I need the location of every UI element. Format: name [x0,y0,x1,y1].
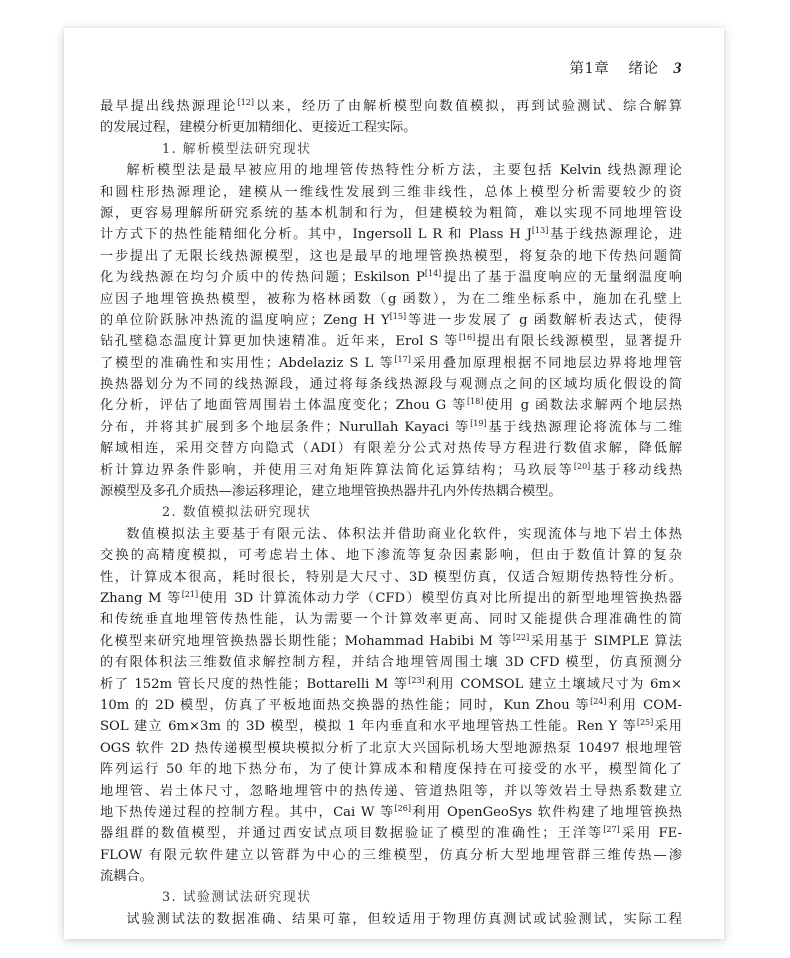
text-line [100,246,682,267]
text-run: 换热器划分为不同的线热源段，通过将每条线热源段与观测点之间的区域均质化假设的简 [100,377,682,393]
text-line [100,802,682,823]
text-run: 试验测试法的数据准确、结果可靠，但较适用于物理仿真测试或试验测试，实际工程 [126,911,682,927]
citation-ref[interactable]: [24] [590,696,607,706]
citation-ref[interactable]: [18] [466,397,484,407]
text-run: 提出了基于温度响应的无量纲温度响 [441,270,682,286]
text-line [100,182,682,203]
text-line [100,374,682,395]
text-run: 使用 g 函数法求解两个地层热 [483,398,682,414]
citation-ref[interactable]: [22] [512,632,530,642]
text-run: 了模型的准确性和实用性；Abdelaziz S L 等 [100,355,395,371]
text-line [100,395,682,416]
paragraph [100,524,682,888]
text-run: Zhang M 等 [100,590,182,606]
text-line [100,524,682,545]
text-line [100,695,682,716]
text-line [100,652,682,673]
text-line [100,96,682,117]
text-run: 的发展过程，建模分析更加精细化、更接近工程实际。 [100,120,417,136]
citation-ref[interactable]: [19] [470,418,487,428]
text-run: 10m 的 2D 模型，仿真了平板地面热交换器的热性能；同时，Kun Zhou 等 [100,697,591,713]
text-run: 和传统垂直地埋管传热性能，认为需要一个计算效率更高、同时又能提供合理准确性的简 [100,612,682,628]
text-run: 采用叠加原理根据不同地层边界将地埋管 [410,355,682,371]
text-line [100,716,682,737]
text-run: 采用基于 SIMPLE 算法 [529,633,682,649]
text-line [100,609,682,630]
text-run: 器组群的数值模型，并通过西安试点项目数据验证了模型的准确性；王洋等 [100,826,604,842]
text-line [100,117,682,138]
paragraph [100,160,682,502]
text-run: 利用 COM- [606,697,682,713]
page-number: 3 [673,60,682,77]
citation-ref[interactable]: [27] [603,825,620,835]
running-head [570,57,682,78]
text-run: 化分析，评估了地面管周围岩土体温度变化；Zhou G 等 [100,398,467,414]
text-run: 的单位阶跃脉冲热流的温度响应；Zeng H Y [100,312,390,328]
text-run: 最早提出线热源理论 [100,99,238,114]
book-page [64,28,724,939]
citation-ref[interactable]: [13] [531,226,549,236]
text-line [100,738,682,759]
text-run: 提出有限长线源模型，显著提升 [475,334,682,350]
text-run: 化为线热源在均匀介质中的传热问题；Eskilson P [100,270,425,286]
paragraph [100,909,682,930]
text-line [100,845,682,866]
text-run: 基于线热源理论将流体与二维 [486,419,683,435]
citation-ref[interactable]: [17] [394,354,411,364]
text-run: 阵列运行 50 年的地下热分布，为了使计算成本和精度保持在可接受的水平，模型简化了 [100,762,682,778]
section-heading: 2. 数值模拟法研究现状 [162,505,312,521]
text-line [100,460,682,481]
text-run: 利用 COMSOL 建立土壤域尺寸为 6m× [424,676,682,692]
text-run: 源模型及多孔介质热—渗运移理论，建立地埋管换热器井孔内外传热耦合模型。 [100,484,562,500]
citation-ref[interactable]: [20] [573,461,591,471]
text-line [100,567,682,588]
paragraph-continuation [100,96,682,139]
citation-ref[interactable]: [14] [424,269,442,279]
text-run: 基于线热源理论，进 [548,227,682,243]
text-run: 解域相连，采用交替方向隐式（ADI）有限差分公式对热传导方程进行数值求解，降低解 [100,441,682,457]
citation-ref[interactable]: [21] [181,589,199,599]
text-run: 析了 152m 管长尺度的热性能；Bottarelli M 等 [100,676,409,692]
citation-ref[interactable]: [26] [394,803,411,813]
text-run: 交换的高精度模拟，可考虑岩土体、地下渗流等复杂因素影响，但由于数值计算的复杂 [100,548,682,564]
text-run: 性，计算成本很高，耗时很长，特别是大尺寸、3D 模型仿真，仅适合短期传热特性分析。 [100,569,682,585]
text-run: SOL 建立 6m×3m 的 3D 模型，模拟 1 年内垂直和水平地埋管热工性能。Ren Y 等 [100,719,637,735]
text-line [100,759,682,780]
text-line [100,781,682,802]
text-run: 数值模拟法主要基于有限元法、体积法并借助商业化软件，实现流体与地下岩土体热 [126,526,682,542]
text-line [100,438,682,459]
chapter-title: 绪论 [628,61,659,77]
text-run: 和圆柱形热源理论，建模从一维线性发展到三维非线性，总体上模型分析需要较少的资 [100,184,682,200]
text-run: 等进一步发展了 g 函数解析表达式，使得 [406,312,682,328]
text-run: 源，更容易理解所研究系统的基本机制和行为，但建模较为粗简，难以实现不同地埋管设 [100,205,682,221]
text-line [100,331,682,352]
text-line [100,866,682,887]
text-run: 采用 [653,719,682,735]
citation-ref[interactable]: [25] [636,718,654,728]
text-run: 一步提出了无限长线热源模型，这也是最早的地埋管换热模型，将复杂的地下传热问题简 [100,248,682,264]
text-run: OGS 软件 2D 热传递模型模块模拟分析了北京大兴国际机场大型地源热泵 10497 根地埋管 [100,740,682,756]
text-line [100,674,682,695]
text-run: 计方式下的热性能精细化分析。其中，Ingersoll L R 和 Plass H J [100,227,532,243]
text-run: 析计算边界条件影响，并使用三对角矩阵算法简化运算结构；马玖辰等 [100,462,574,478]
text-run: FLOW 有限元软件建立以管群为中心的三维模型，仿真分析大型地埋管群三维传热—渗 [100,847,682,863]
text-run: 应因子地埋管换热模型，被称为格林函数（g 函数），为在二维坐标系中，施加在孔壁上 [100,291,682,307]
text-run: 钻孔壁稳态温度计算更加快速精准。近年来，Erol S 等 [100,334,459,350]
text-line [100,203,682,224]
text-line [100,224,682,245]
text-run: 采用 FE- [619,826,683,842]
text-run: 基于移动线热 [590,462,683,478]
citation-ref[interactable]: [23] [408,675,425,685]
text-line [100,909,682,930]
text-run: 地下热传递过程的控制方程。其中，Cai W 等 [100,804,395,820]
section-heading: 3. 试验测试法研究现状 [162,890,312,906]
text-line [100,823,682,844]
text-line [100,160,682,181]
chapter-label: 第1章 [569,61,610,77]
page-body [100,96,682,930]
text-run: 化模型来研究地埋管换热器长期性能；Mohammad Habibi M 等 [100,633,513,649]
text-line [100,310,682,331]
text-line [100,267,682,288]
text-line [100,631,682,652]
citation-ref[interactable]: [15] [389,311,407,321]
text-line [100,588,682,609]
text-run: 分布，并将其扩展到多个地层条件；Nurullah Kayaci 等 [100,419,471,435]
text-line [100,289,682,310]
text-run: 地埋管、岩土体尺寸，忽略地埋管中的热传递、管道热阻等，并以等效岩土导热系数建立 [100,783,682,799]
text-run: 以来，经历了由解析模型向数值模拟，再到试验测试、综合解算 [254,99,683,114]
text-run: 解析模型法是最早被应用的地埋管传热特性分析方法，主要包括 Kelvin 线热源理论 [126,163,682,179]
citation-ref[interactable]: [16] [458,333,476,343]
citation-ref[interactable]: [12] [237,98,254,107]
text-run: 使用 3D 计算流体动力学（CFD）模型仿真对比所提出的新型地埋管换热器 [198,590,682,606]
text-line [100,545,682,566]
text-line [100,417,682,438]
text-line [100,481,682,502]
text-line [100,353,682,374]
text-run: 的有限体积法三维数值求解控制方程，并结合地埋管周围土壤 3D CFD 模型，仿真预测分 [100,655,682,671]
text-run: 流耦合。 [100,869,153,885]
text-run: 利用 OpenGeoSys 软件构建了地埋管换热 [410,804,682,820]
section-heading: 1. 解析模型法研究现状 [162,141,312,157]
